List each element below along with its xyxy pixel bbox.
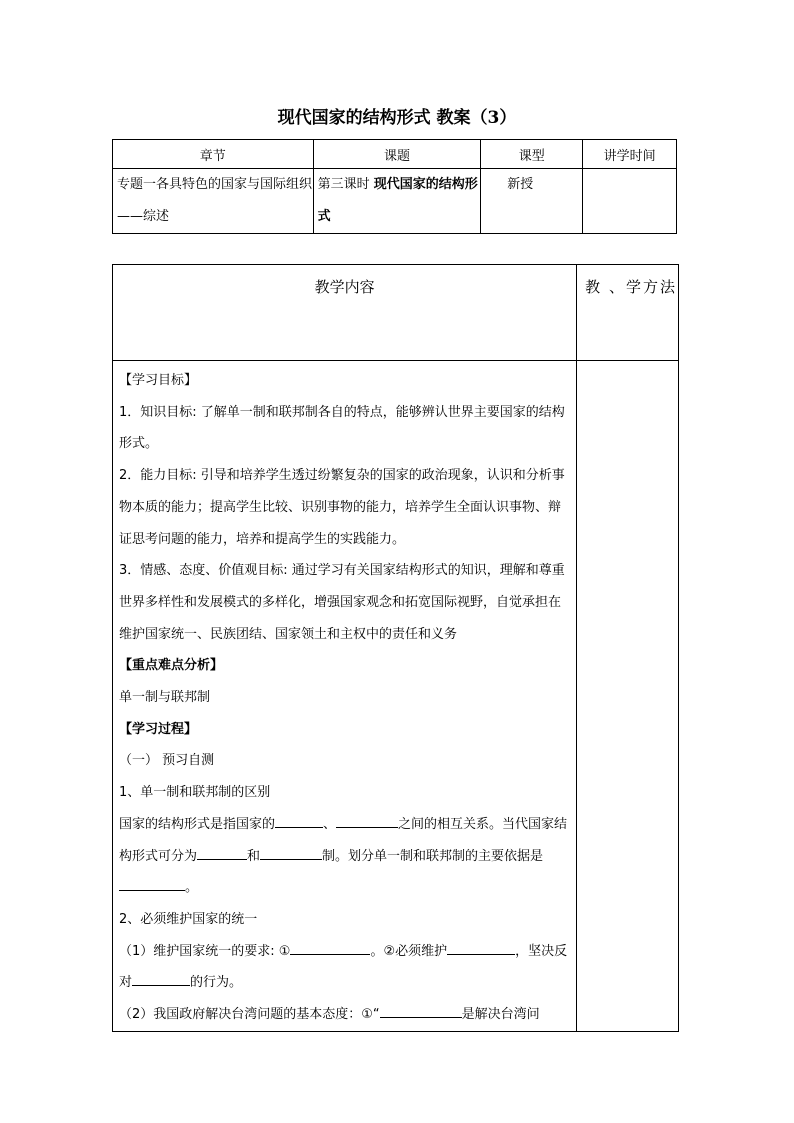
q2-2-text-a: （2）我国政府解决台湾问题的基本态度：①“ xyxy=(119,1007,380,1023)
q1-text-c: 制。划分单一制和联邦制的主要依据是 xyxy=(322,848,544,864)
teaching-content-body xyxy=(113,361,577,1032)
topic-title: 现代国家的结构形式 xyxy=(317,177,478,224)
q2-2-text-b: 是解决台湾问 xyxy=(461,1007,540,1023)
answer-blank[interactable] xyxy=(380,1005,462,1018)
answer-blank[interactable] xyxy=(447,942,515,955)
preview-heading: （一） 预习自测 xyxy=(119,753,215,769)
lesson-type-text: 新授 xyxy=(507,177,534,192)
lesson-type-cell xyxy=(481,169,583,234)
chapter-text: 专题一各具特色的国家与国际组织——综述 xyxy=(117,177,313,224)
header-chapter: 章节 xyxy=(113,140,314,169)
answer-blank[interactable] xyxy=(119,878,185,891)
q2-1-text-c: ，坚决反对 xyxy=(119,943,568,991)
process-heading: 【学习过程】 xyxy=(119,721,198,737)
chapter-cell xyxy=(113,169,314,234)
teaching-method-header: 教 、学方法 xyxy=(577,265,679,361)
time-cell xyxy=(583,169,677,234)
answer-blank[interactable] xyxy=(132,973,190,986)
lesson-info-table xyxy=(112,139,677,234)
q2-1-text-a: （1）维护国家统一的要求: ① xyxy=(119,943,291,959)
teaching-content-table xyxy=(112,264,679,1032)
document-title: 现代国家的结构形式 教案（3） xyxy=(277,108,517,128)
objective-ability: 2．能力目标: 引导和培养学生透过纷繁复杂的国家的政治现象，认识和分析事物本质的能力；提高学生比较、识别事物的能力，培养学生全面认识事物、辩证思考问题的能力，培养和提高学生的实践能力。 xyxy=(119,468,565,547)
topic-cell xyxy=(313,169,481,234)
question-1-title: 1、单一制和联邦制的区别 xyxy=(119,785,271,801)
q1-text-a: 国家的结构形式是指国家的 xyxy=(119,816,276,832)
answer-blank[interactable] xyxy=(275,815,323,828)
header-topic: 课题 xyxy=(313,140,481,169)
header-time: 讲学时间 xyxy=(583,140,677,169)
header-lesson-type: 课型 xyxy=(481,140,583,169)
question-2-title: 2、必须维护国家的统一 xyxy=(119,911,258,927)
objective-knowledge: 1．知识目标: 了解单一制和联邦制各自的特点，能够辨认世界主要国家的结构形式。 xyxy=(119,404,565,452)
q2-1-text-d: 的行为。 xyxy=(190,975,243,991)
key-points-heading: 【重点难点分析】 xyxy=(119,658,224,674)
answer-blank[interactable] xyxy=(260,847,322,860)
question-1-body xyxy=(119,809,573,904)
q1-text-b: 之间的相互关系。当代国家结构形式可分为 xyxy=(119,816,568,864)
q1-end: 。 xyxy=(185,880,199,896)
teaching-content-header: 教学内容 xyxy=(113,265,577,361)
q1-sep: 、 xyxy=(323,816,337,832)
answer-blank[interactable] xyxy=(197,847,247,860)
objectives-heading: 【学习目标】 xyxy=(119,373,198,388)
teaching-method-body xyxy=(577,361,679,1032)
q1-and: 和 xyxy=(247,848,261,864)
key-points-text: 单一制与联邦制 xyxy=(119,690,211,706)
answer-blank[interactable] xyxy=(336,815,398,828)
answer-blank[interactable] xyxy=(290,942,370,955)
q2-1-text-b: 。②必须维护 xyxy=(370,943,448,959)
objective-emotion: 3．情感、态度、价值观目标: 通过学习有关国家结构形式的知识，理解和尊重世界多样性和发展模式的多样化，增强国家观念和拓宽国际视野，自觉承担在维护国家统一、民族团结、国家领土和主权中的责任和义务 xyxy=(119,563,565,642)
topic-prefix: 第三课时 xyxy=(317,177,374,192)
question-2-2 xyxy=(119,999,573,1031)
question-2-1 xyxy=(119,936,573,999)
